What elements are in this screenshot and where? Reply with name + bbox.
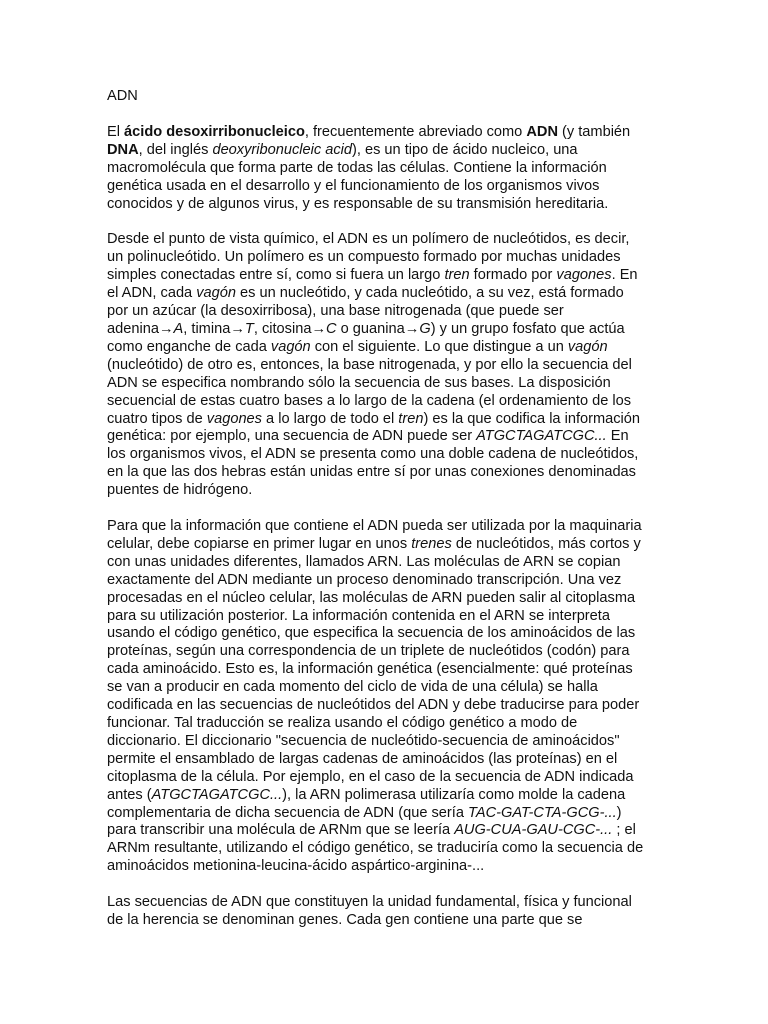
text-line [107, 196, 667, 214]
text-run: codificada en las secuencias de nucleótidos del ADN y debe traducirse para poder [107, 697, 640, 714]
text-run: complementaria de dicha secuencia de ADN (que sería [107, 804, 468, 821]
text-line [107, 608, 667, 626]
text-run: El [107, 123, 125, 140]
text-run: como enganche de cada [107, 338, 271, 355]
text-line [107, 267, 667, 285]
text-line [107, 679, 667, 697]
text-line [107, 482, 667, 500]
text-line [107, 840, 667, 858]
paragraph-transcription [107, 518, 667, 876]
italic-term: vagón [567, 338, 608, 355]
italic-term: AUG-CUA-GAU-CGC-... [454, 822, 613, 839]
text-line [107, 142, 667, 160]
text-line [107, 428, 667, 446]
text-run: permite el ensamblado de largas cadenas de aminoácidos (las proteínas) en el [107, 750, 618, 767]
text-run: el ADN, cada [107, 285, 197, 302]
text-run: ; el [612, 822, 636, 839]
italic-term: vagón [196, 285, 236, 302]
text-run: (nucleótido) de otro es, entonces, la base nitrogenada, y por ello la secuencia del [107, 356, 632, 373]
italic-term: tren [444, 267, 470, 284]
italic-term: trenes [411, 535, 452, 552]
text-line [107, 357, 667, 375]
bold-term: ácido desoxirribonucleico [124, 123, 305, 140]
bold-term: ADN [526, 123, 558, 140]
text-run: un polinucleótido. Un polímero es un compuesto formado por muchas unidades [107, 249, 621, 266]
italic-term: TAC-GAT-CTA-GCG-... [468, 804, 617, 821]
text-run: genética: por ejemplo, una secuencia de ADN puede ser [107, 428, 477, 445]
text-line [107, 625, 667, 643]
text-run: diccionario. El diccionario "secuencia de nucleótido-secuencia de aminoácidos" [107, 732, 620, 749]
text-line [107, 590, 667, 608]
text-line [107, 643, 667, 661]
text-line [107, 411, 667, 429]
italic-term: vagones [206, 410, 262, 427]
text-run: ) [616, 804, 622, 821]
text-run: es un nucleótido, y cada nucleótido, a su vez, está formado [236, 285, 624, 302]
text-line [107, 894, 667, 912]
text-line [107, 572, 667, 590]
text-run: (y también [557, 123, 631, 140]
text-run: Para que la información que contiene el ADN pueda ser utilizada por la maquinaria [107, 518, 642, 535]
text-line [107, 375, 667, 393]
text-run: ) es la que codifica la información [423, 410, 641, 427]
text-line [107, 231, 667, 249]
text-run: macromolécula que forma parte de todas las células. Contiene la información [107, 159, 607, 176]
text-run: procesadas en el núcleo celular, las moléculas de ARN pueden salir al citoplasma [107, 589, 636, 606]
text-run: cuatro tipos de [107, 410, 207, 427]
text-line [107, 518, 667, 536]
text-line [107, 393, 667, 411]
text-run: con unas unidades diferentes, llamados ARN. Las moléculas de ARN se copian [107, 553, 621, 570]
italic-term: ATGCTAGATCGC... [151, 786, 283, 803]
italic-term: vagones [556, 267, 612, 284]
text-line [107, 661, 667, 679]
text-run: ARNm resultante, utilizando el código genético, se traduciría como la secuencia de [107, 840, 644, 857]
text-run: se van a producir en cada momento del ciclo de vida de una célula) se halla [107, 679, 598, 696]
italic-term: ATGCTAGATCGC... [476, 428, 607, 445]
italic-term: vagón [270, 338, 311, 355]
text-run: los organismos vivos, el ADN se presenta como una doble cadena de nucleótidos, [107, 446, 639, 463]
text-run: con el siguiente. Lo que distingue a un [310, 338, 568, 355]
text-run: aminoácidos metionina-leucina-ácido aspártico-arginina-... [107, 858, 485, 875]
text-line [107, 715, 667, 733]
italic-term: →T [230, 320, 254, 337]
text-line [107, 697, 667, 715]
text-line [107, 805, 667, 823]
text-line [107, 160, 667, 178]
text-run: adenina [107, 320, 159, 337]
text-line [107, 536, 667, 554]
text-run: proteínas, según una correspondencia de un triplete de nucleótidos (codón) para [107, 643, 630, 660]
text-line [107, 751, 667, 769]
text-line [107, 285, 667, 303]
text-line [107, 464, 667, 482]
text-line [107, 733, 667, 751]
text-run: ), es un tipo de ácido nucleico, una [352, 141, 578, 158]
text-line [107, 124, 667, 142]
text-run: ADN se especifica nombrando sólo la secuencia de sus bases. La disposición [107, 374, 611, 391]
text-run: Las secuencias de ADN que constituyen la unidad fundamental, física y funcional [107, 894, 632, 911]
text-line [107, 769, 667, 787]
text-run: para su utilización posterior. La información contenida en el ARN se interpreta [107, 607, 610, 624]
text-run: ), la ARN polimerasa utilizaría como molde la cadena [282, 786, 626, 803]
text-line [107, 554, 667, 572]
document-title: ADN [107, 88, 138, 104]
italic-term: →C [311, 320, 337, 337]
text-line [107, 858, 667, 876]
text-line [107, 446, 667, 464]
text-run: Desde el punto de vista químico, el ADN es un polímero de nucleótidos, es decir, [107, 231, 630, 248]
text-line [107, 249, 667, 267]
text-run: funcionar. Tal traducción se realiza usando el código genético a modo de [107, 715, 578, 731]
text-run: secuencial de estas cuatro bases a lo largo de la cadena (el ordenamiento de los [107, 392, 632, 409]
text-run: en la que las dos hebras están unidas entre sí por unas conexiones denominadas [107, 464, 636, 481]
text-run: conocidos y de algunos virus, y es responsable de su transmisión hereditaria. [107, 195, 609, 212]
italic-term: tren [398, 410, 424, 427]
text-line [107, 339, 667, 357]
text-run: genética usada en el desarrollo y el funcionamiento de los organismos vivos [107, 177, 600, 194]
text-run: para transcribir una molécula de ARNm que se leería [107, 822, 455, 839]
text-run: de nucleótidos, más cortos y [451, 535, 641, 552]
text-run: , frecuentemente abreviado como [304, 123, 527, 140]
text-line [107, 321, 667, 339]
paragraph-genes [107, 894, 667, 930]
text-run: puentes de hidrógeno. [107, 482, 253, 499]
text-run: celular, debe copiarse en primer lugar en unos [107, 535, 412, 552]
text-run: cada aminoácido. Esto es, la información genética (esencialmente: qué proteínas [107, 661, 633, 678]
text-line [107, 912, 667, 930]
paragraph-chemistry [107, 231, 667, 500]
italic-term: →G [404, 320, 431, 337]
paragraph-definition [107, 124, 667, 214]
text-run: , citosina [253, 320, 312, 337]
text-run: citoplasma de la célula. Por ejemplo, en el caso de la secuencia de ADN indicada [107, 768, 634, 785]
text-run: formado por [469, 267, 557, 284]
italic-term: →A [158, 320, 184, 337]
text-run: simples conectadas entre sí, como si fuera un largo [107, 267, 445, 284]
document-page [107, 88, 667, 948]
text-run: a lo largo de todo el [261, 410, 399, 427]
text-run: o guanina [336, 320, 405, 337]
text-run: de la herencia se denominan genes. Cada gen contiene una parte que se [107, 912, 583, 929]
text-line [107, 787, 667, 805]
text-run: En [606, 428, 629, 445]
italic-term: deoxyribonucleic acid [212, 141, 352, 158]
text-run: ) y un grupo fosfato que actúa [430, 320, 625, 337]
text-run: antes ( [107, 786, 152, 803]
text-line [107, 303, 667, 321]
bold-term: DNA [107, 141, 139, 158]
text-run: usando el código genético, que especifica la secuencia de los aminoácidos de las [107, 625, 636, 642]
text-run: . En [611, 267, 638, 284]
text-run: exactamente del ADN mediante un proceso denominado transcripción. Una vez [107, 571, 622, 588]
text-line [107, 178, 667, 196]
text-run: , del inglés [138, 141, 213, 158]
text-run: , timina [183, 320, 231, 337]
text-line [107, 822, 667, 840]
text-run: por un azúcar (la desoxirribosa), una base nitrogenada (que puede ser [107, 303, 564, 320]
